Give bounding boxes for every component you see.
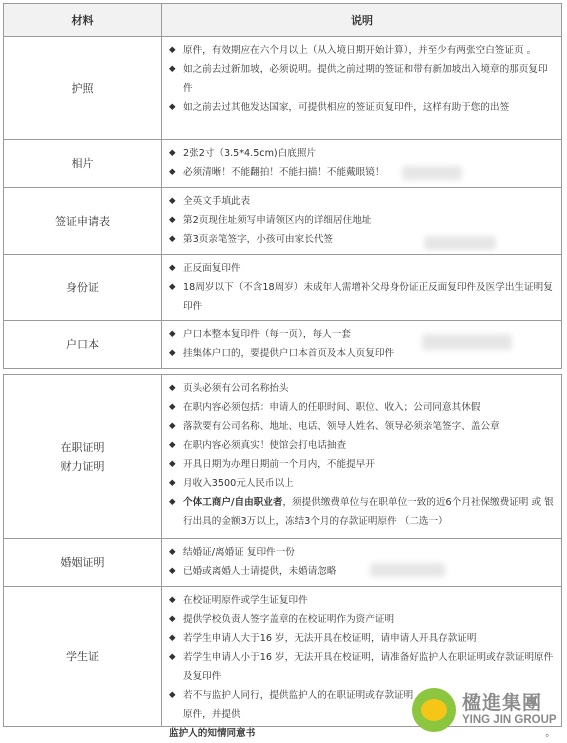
bullet-icon: ◆ [169,102,176,112]
material-name: 户口本 [4,321,162,368]
material-name: 身份证 [4,255,162,320]
yingjin-group-logo [412,686,562,736]
list-item: ◆ 若学生申请人大于16 岁，无法开具在校证明，请申请人开具存款证明 [169,629,555,648]
row-id-card [4,254,561,320]
list-item: ◆ 必须清晰！不能翻拍！不能扫描！不能戴眼镜！ [169,163,555,182]
row-photo [4,139,561,187]
bullet-icon: ◆ [169,167,176,177]
blurred-watermark [424,236,496,250]
list-item: ◆ 页头必须有公司名称抬头 [169,379,555,398]
list-item: ◆ 在职内容必须真实！使馆会打电话抽查 [169,436,555,455]
bullet-icon: ◆ [169,421,176,431]
bullet-icon: ◆ [169,234,176,244]
bullet-icon: ◆ [169,263,176,273]
material-name: 在职证明 财力证明 [4,375,162,538]
bullet-icon: ◆ [169,45,176,55]
bullet-icon: ◆ [169,459,176,469]
header-material: 材料 [4,4,162,36]
list-item: ◆ 正反面复印件 [169,259,555,278]
list-item: ◆ 2张2寸（3.5*4.5cm)白底照片 [169,144,555,163]
row-passport [4,36,561,139]
bullet-icon: ◆ [169,497,176,507]
list-item: ◆ 若学生申请人小于16 岁，无法开具在校证明，请准备好监护人在职证明或存款证明原件及复印件 [169,648,555,686]
list-item: 监护人的知情同意书 。 [169,724,555,743]
list-item: ◆ 18周岁以下（不含18周岁）未成年人需增补父母身份证正反面复印件及医学出生证明复印件 [169,278,555,316]
blurred-watermark [402,166,462,180]
logo-chinese-text: 楹進集團 [462,692,543,714]
list-item: ◆ 原件，有效期应在六个月以上（从入境日期开始计算），并至少有两张空白签证页 。 [169,41,555,60]
bullet-icon: ◆ [169,148,176,158]
list-item: ◆ 若不与监护人同行，提供监护人的在职证明或存款证明原件，并提供 [169,686,555,724]
row-employment-proof [4,375,561,538]
bullet-icon: ◆ [169,64,176,74]
list-item: ◆ 落款要有公司名称、地址、电话、领导人姓名、领导必须亲笔签字、盖公章 [169,417,555,436]
material-notes [162,255,561,320]
bullet-icon: ◆ [169,383,176,393]
bullet-icon: ◆ [169,614,176,624]
logo-mark-icon [412,688,456,732]
material-notes [162,188,561,254]
header-description: 说明 [162,4,561,36]
row-marriage-proof [4,538,561,586]
material-name: 护照 [4,37,162,139]
bullet-icon: ◆ [169,348,176,358]
list-item: ◆ 第2页现住址须写申请领区内的详细居住地址 [169,211,555,230]
material-notes [162,37,561,139]
bullet-icon: ◆ [169,690,176,700]
material-name: 婚姻证明 [4,539,162,586]
list-item: ◆ 第3页亲笔签字，小孩可由家长代签 [169,230,555,249]
list-item: ◆ 结婚证/离婚证 复印件一份 [169,543,555,562]
list-item: ◆ 户口本整本复印件（每一页），每人一套 [169,325,555,344]
table-header-row [4,4,561,36]
material-name: 签证申请表 [4,188,162,254]
list-item: ◆ 开具日期为办理日期前一个月内，不能提早开 [169,455,555,474]
materials-table-2 [3,374,562,739]
bullet-icon: ◆ [169,652,176,662]
material-name: 学生证 [4,587,162,726]
bullet-icon: ◆ [169,595,176,605]
list-item: ◆ 在校证明原件或学生证复印件 [169,591,555,610]
bullet-icon: ◆ [169,440,176,450]
bullet-icon: ◆ [169,633,176,643]
emphasis-text: 个体工商户/自由职业者 [183,497,283,508]
list-item: ◆ 全英文手填此表 [169,192,555,211]
list-item: ◆ 挂集体户口的，要提供户口本首页及本人页复印件 [169,344,555,363]
bullet-icon: ◆ [169,215,176,225]
blurred-watermark [370,563,445,577]
material-notes [162,539,561,586]
list-item: ◆ 提供学校负责人签字盖章的在校证明作为资产证明 [169,610,555,629]
bullet-icon: ◆ [169,478,176,488]
list-item: ◆ 如之前去过新加坡，必须说明。提供之前过期的签证和带有新加坡出入境章的那页复印件 [169,60,555,98]
list-item: ◆ 已婚或离婚人士请提供，未婚请忽略 [169,562,555,581]
material-notes [162,375,561,538]
bullet-icon: ◆ [169,282,176,292]
bullet-icon: ◆ [169,196,176,206]
logo-english-text: YING JIN GROUP [462,714,557,726]
bullet-icon: ◆ [169,547,176,557]
bullet-icon: ◆ [169,402,176,412]
list-item: ◆ 个体工商户/自由职业者，须提供缴费单位与在职单位一致的近6个月社保缴费证明 或 银行出具的金额3万以上，冻结3个月的存款证明原件 （二选一） [169,493,555,531]
material-name: 相片 [4,140,162,187]
bullet-icon: ◆ [169,566,176,576]
list-item: ◆ 月收入3500元人民币以上 [169,474,555,493]
list-item: ◆ 如之前去过其他发达国家，可提供相应的签证页复印件，这样有助于您的出签 [169,98,555,117]
materials-table-1 [3,3,562,369]
bullet-icon: ◆ [169,329,176,339]
list-item: ◆ 在职内容必须包括：申请人的任职时间、职位、收入；公司同意其休假 [169,398,555,417]
blurred-watermark [422,334,512,350]
material-notes [162,140,561,187]
emphasis-text: 监护人的知情同意书 [169,728,256,739]
